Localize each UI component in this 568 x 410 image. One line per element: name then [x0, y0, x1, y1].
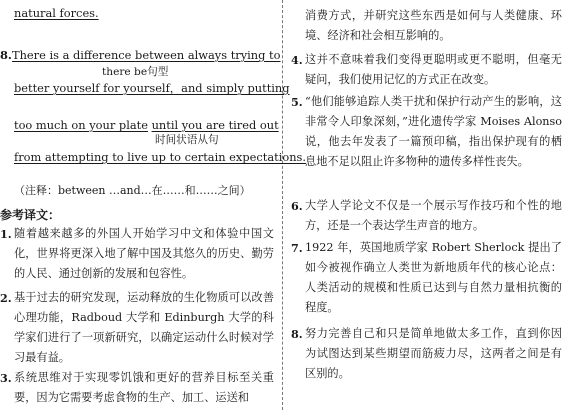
example-8-line-1: 8.There is a difference between always trying to	[0, 48, 281, 62]
translation-item-5: 5. “他们能够追踪人类干扰和保护行动产生的影响，这非常令人印象深刻，”进化遗传学家 Moises Alonso 说，他去年发表了一篇预印稿，指出保护现有的栖息地不足以阻止许多物种的遗传多样性丧失。	[291, 95, 562, 168]
example-8-line-2: better yourself for yourself，and simply putting	[14, 81, 290, 95]
translation-item-3-continued: 消费方式，并研究这些东西是如何与人类健康、环境、经济和社会相互影响的。	[305, 9, 562, 42]
translation-item-4: 4. 这并不意味着我们变得更聪明或更不聪明，但毫无疑问，我们使用记忆的方式正在改变。	[291, 53, 562, 86]
column-divider	[282, 0, 283, 410]
translation-item-1: 1. 随着越来越多的外国人开始学习中文和体验中国文化，世界将更深入地了解中国及其悠久的历史、勤劳的人民、通过创新的发展和包容性。	[0, 227, 274, 280]
translation-item-8: 8. 努力完善自己和只是简单地做太多工作，直到你因为试图达到某些期望而筋疲力尽，这两者之间是有区别的。	[291, 327, 562, 380]
translation-item-3: 3. 系统思维对于实现零饥饿和更好的营养目标至关重要，因为它需要考虑食物的生产、加工、运送和	[0, 371, 274, 404]
translation-item-2: 2. 基于过去的研究发现，运动释放的生化物质可以改善心理功能，Radboud 大学和 Edinburgh 大学的科学家们进行了一项新研究，以确定运动什么时候对学习最有益。	[0, 291, 274, 364]
grammar-note-time-clause: 时间状语从句	[155, 134, 219, 146]
example-8-number: 8.	[0, 48, 12, 62]
example-8-line-3: too much on your plate until you are tired out	[14, 118, 279, 132]
annotation: （注释：between …and…在……和……之间）	[14, 184, 251, 197]
reference-translation-title: 参考译文：	[0, 208, 61, 222]
grammar-note-there-be: there be句型	[102, 66, 169, 78]
example-7-tail: natural forces.	[14, 6, 99, 20]
translation-item-7: 7. 1922 年，英国地质学家 Robert Sherlock 提出了如今被视作确立人类世为新地质年代的核心论点：人类活动的规模和性质已达到与自然力量相抗衡的程度。	[291, 241, 562, 314]
translation-item-6: 6. 大学人学论文不仅是一个展示写作技巧和个性的地方，还是一个表达学生声音的地方。	[291, 199, 562, 232]
example-8-line-4: from attempting to live up to certain expectations.	[14, 150, 306, 164]
